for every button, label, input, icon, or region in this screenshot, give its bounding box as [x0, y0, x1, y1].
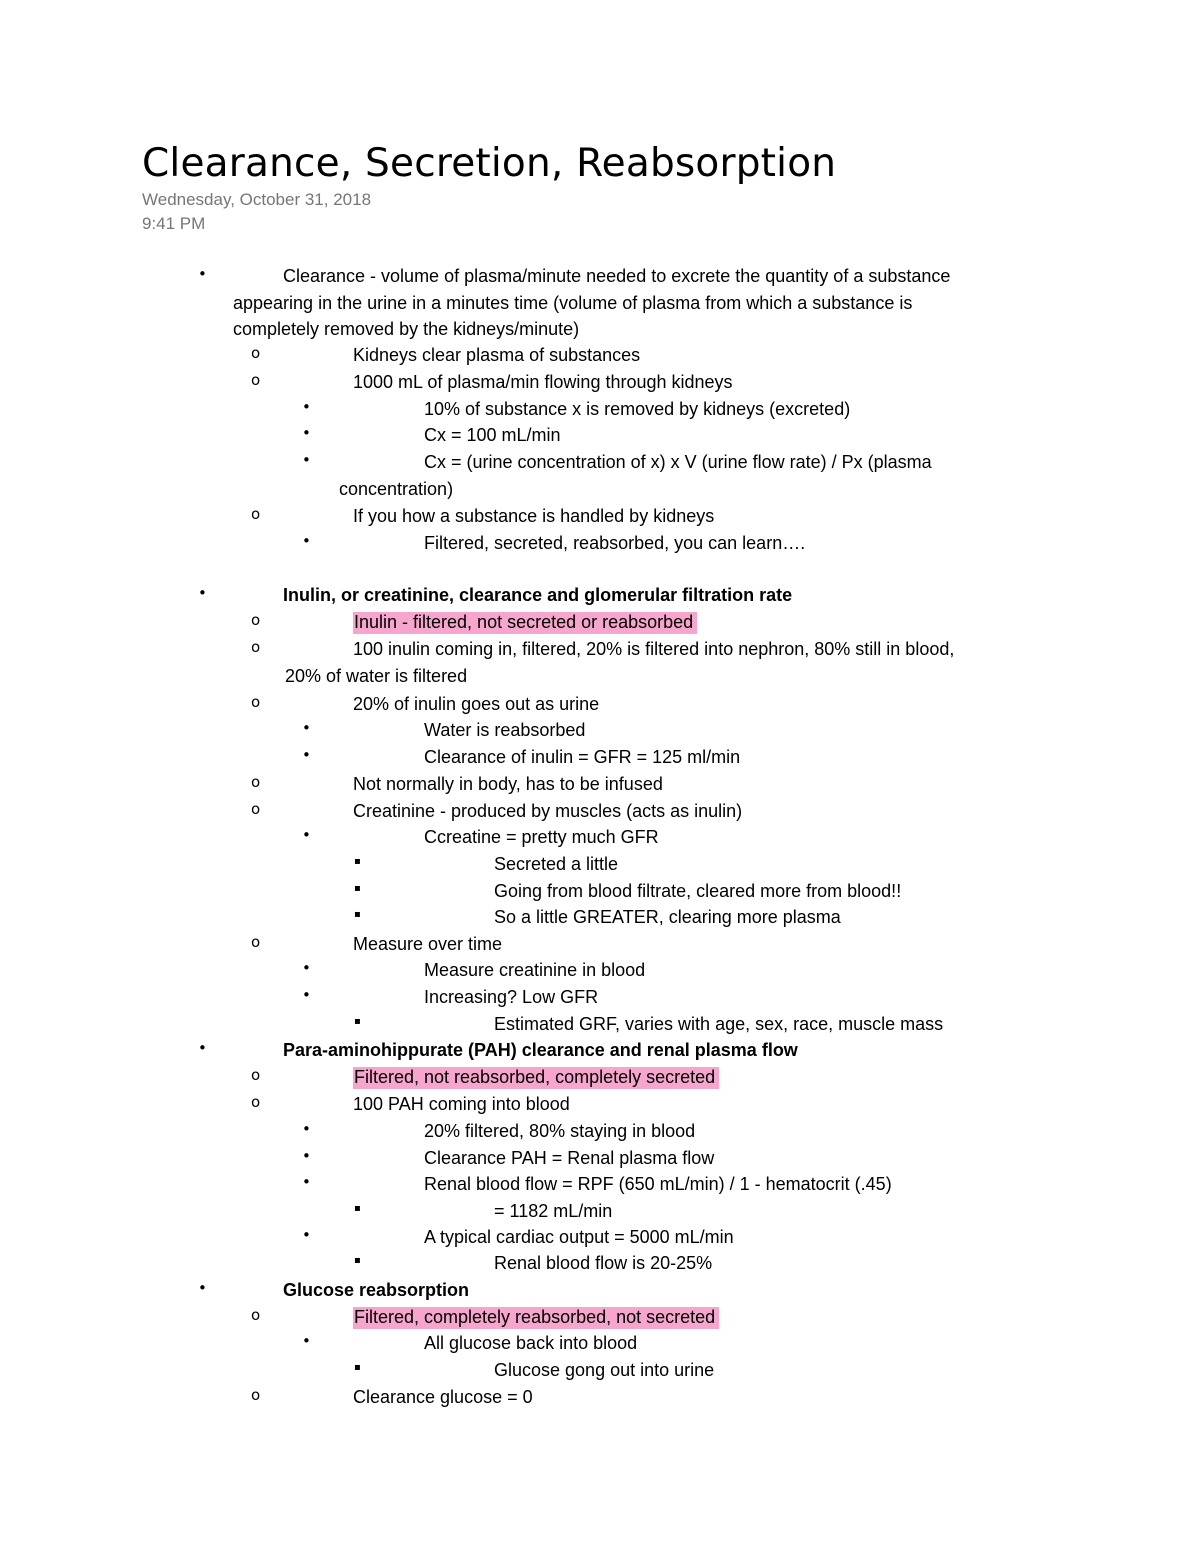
- note-item-level-4: [494, 1198, 612, 1224]
- bullet-icon: •: [302, 1173, 311, 1191]
- note-text: Renal blood flow = RPF (650 mL/min) / 1 - hematocrit (.45): [424, 1174, 892, 1194]
- note-text: Increasing? Low GFR: [424, 987, 599, 1007]
- square-bullet-icon: ▪: [354, 1016, 361, 1027]
- note-item-continuation: [339, 476, 453, 502]
- note-text: Glucose reabsorption: [283, 1280, 470, 1300]
- note-item-level-3: [424, 396, 850, 422]
- note-item-level-4: [494, 878, 901, 904]
- note-item-level-4: [494, 851, 618, 877]
- note-text: = 1182 mL/min: [494, 1201, 613, 1221]
- note-text: Clearance PAH = Renal plasma flow: [424, 1148, 715, 1168]
- note-item-level-3: [424, 1330, 637, 1356]
- bullet-icon: •: [302, 532, 311, 550]
- note-text: 10% of substance x is removed by kidneys (excreted): [424, 399, 851, 419]
- bullet-icon: •: [302, 398, 311, 416]
- circle-bullet-icon: o: [251, 1386, 261, 1404]
- note-text: Going from blood filtrate, cleared more from blood!!: [494, 881, 902, 901]
- bullet-icon: •: [302, 959, 311, 977]
- highlighted-text: Inulin - filtered, not secreted or reabsorbed: [353, 612, 697, 634]
- note-item-level-2: [353, 691, 599, 717]
- square-bullet-icon: ▪: [354, 909, 361, 920]
- note-text: Measure creatinine in blood: [424, 960, 646, 980]
- note-item-level-4: [494, 904, 841, 930]
- note-item-continuation: [233, 316, 579, 342]
- note-text: All glucose back into blood: [424, 1333, 638, 1353]
- note-text: concentration): [339, 478, 454, 499]
- note-item-level-2: [353, 1064, 719, 1090]
- note-text: Kidneys clear plasma of substances: [353, 345, 641, 365]
- note-text: Clearance glucose = 0: [353, 1387, 533, 1407]
- bullet-icon: •: [198, 1039, 207, 1057]
- square-bullet-icon: ▪: [354, 856, 361, 867]
- note-item-level-2: [353, 931, 502, 957]
- bullet-icon: •: [302, 1120, 311, 1138]
- highlighted-text: Filtered, not reabsorbed, completely secreted: [353, 1067, 719, 1089]
- note-text: Filtered, secreted, reabsorbed, you can learn….: [424, 533, 806, 553]
- note-text: 20% filtered, 80% staying in blood: [424, 1121, 696, 1141]
- note-text: Cx = 100 mL/min: [424, 425, 561, 445]
- note-text: 100 PAH coming into blood: [353, 1094, 570, 1114]
- square-bullet-icon: ▪: [354, 1203, 361, 1214]
- note-text: So a little GREATER, clearing more plasma: [494, 907, 841, 927]
- circle-bullet-icon: o: [251, 505, 261, 523]
- circle-bullet-icon: o: [251, 1306, 261, 1324]
- note-text: Clearance - volume of plasma/minute needed to excrete the quantity of a substance: [283, 266, 951, 286]
- note-item-level-2: [353, 771, 663, 797]
- circle-bullet-icon: o: [251, 773, 261, 791]
- note-text: Secreted a little: [494, 854, 619, 874]
- note-text: Not normally in body, has to be infused: [353, 774, 663, 794]
- note-item-level-1: [283, 582, 792, 608]
- bullet-icon: •: [302, 719, 311, 737]
- bullet-icon: •: [302, 451, 311, 469]
- note-text: Water is reabsorbed: [424, 720, 586, 740]
- circle-bullet-icon: o: [251, 1066, 261, 1084]
- note-item-level-3: [424, 1171, 892, 1197]
- note-item-level-2: [353, 609, 697, 635]
- bullet-icon: •: [302, 986, 311, 1004]
- note-text: Inulin, or creatinine, clearance and glomerular filtration rate: [283, 585, 793, 605]
- note-text: Ccreatine = pretty much GFR: [424, 827, 659, 847]
- note-text: Measure over time: [353, 934, 503, 954]
- note-item-level-3: [424, 824, 659, 850]
- note-item-level-2: [353, 1384, 533, 1410]
- note-item-level-3: [424, 1224, 734, 1250]
- note-item-level-2: [353, 369, 733, 395]
- note-item-level-1: [283, 263, 950, 289]
- note-item-level-3: [424, 1145, 714, 1171]
- note-item-level-3: [424, 957, 645, 983]
- note-text: completely removed by the kidneys/minute): [233, 319, 580, 339]
- note-item-level-2: [353, 636, 954, 662]
- note-item-level-3: [424, 744, 740, 770]
- note-text: Para-aminohippurate (PAH) clearance and renal plasma flow: [283, 1040, 798, 1060]
- bullet-icon: •: [302, 746, 311, 764]
- page-time: 9:41 PM: [142, 214, 206, 233]
- note-item-level-4: [494, 1250, 712, 1276]
- note-item-continuation: [233, 290, 912, 316]
- note-item-level-4: [494, 1011, 943, 1037]
- note-item-level-1: [283, 1037, 798, 1063]
- circle-bullet-icon: o: [251, 1093, 261, 1111]
- bullet-icon: •: [302, 1147, 311, 1165]
- circle-bullet-icon: o: [251, 638, 261, 656]
- circle-bullet-icon: o: [251, 933, 261, 951]
- note-text: Creatinine - produced by muscles (acts as inulin): [353, 801, 743, 821]
- note-item-continuation: [285, 663, 467, 689]
- note-item-level-3: [424, 422, 561, 448]
- note-item-level-1: [283, 1277, 469, 1303]
- note-text: 20% of water is filtered: [285, 665, 468, 686]
- note-text: Glucose gong out into urine: [494, 1360, 715, 1380]
- highlighted-text: Filtered, completely reabsorbed, not secreted: [353, 1307, 719, 1329]
- bullet-icon: •: [198, 1279, 207, 1297]
- bullet-icon: •: [198, 265, 207, 283]
- note-text: Renal blood flow is 20-25%: [494, 1253, 713, 1273]
- note-text: If you how a substance is handled by kidneys: [353, 506, 715, 526]
- note-item-level-3: [424, 1118, 695, 1144]
- note-item-level-3: [424, 717, 585, 743]
- bullet-icon: •: [302, 1226, 311, 1244]
- note-item-level-2: [353, 503, 714, 529]
- bullet-icon: •: [302, 424, 311, 442]
- note-text: 20% of inulin goes out as urine: [353, 694, 600, 714]
- note-item-level-2: [353, 1304, 719, 1330]
- circle-bullet-icon: o: [251, 611, 261, 629]
- note-item-level-2: [353, 342, 640, 368]
- note-item-level-4: [494, 1357, 714, 1383]
- bullet-icon: •: [302, 1332, 311, 1350]
- circle-bullet-icon: o: [251, 371, 261, 389]
- square-bullet-icon: ▪: [354, 1362, 361, 1373]
- note-text: appearing in the urine in a minutes time (volume of plasma from which a substance is: [233, 292, 913, 313]
- note-text: Cx = (urine concentration of x) x V (urine flow rate) / Px (plasma: [424, 452, 932, 472]
- page-date: Wednesday, October 31, 2018: [142, 190, 372, 209]
- bullet-icon: •: [198, 584, 207, 602]
- square-bullet-icon: ▪: [354, 883, 361, 894]
- note-item-level-3: [424, 449, 932, 475]
- square-bullet-icon: ▪: [354, 1255, 361, 1266]
- circle-bullet-icon: o: [251, 800, 261, 818]
- note-text: A typical cardiac output = 5000 mL/min: [424, 1227, 734, 1247]
- page-title: Clearance, Secretion, Reabsorption: [142, 141, 837, 186]
- note-text: Clearance of inulin = GFR = 125 ml/min: [424, 747, 741, 767]
- note-item-level-2: [353, 798, 742, 824]
- circle-bullet-icon: o: [251, 344, 261, 362]
- note-text: 100 inulin coming in, filtered, 20% is filtered into nephron, 80% still in blood,: [353, 639, 955, 659]
- note-item-level-2: [353, 1091, 570, 1117]
- note-item-level-3: [424, 530, 805, 556]
- note-text: 1000 mL of plasma/min flowing through kidneys: [353, 372, 733, 392]
- note-text: Estimated GRF, varies with age, sex, race, muscle mass: [494, 1014, 944, 1034]
- note-item-level-3: [424, 984, 598, 1010]
- circle-bullet-icon: o: [251, 693, 261, 711]
- bullet-icon: •: [302, 826, 311, 844]
